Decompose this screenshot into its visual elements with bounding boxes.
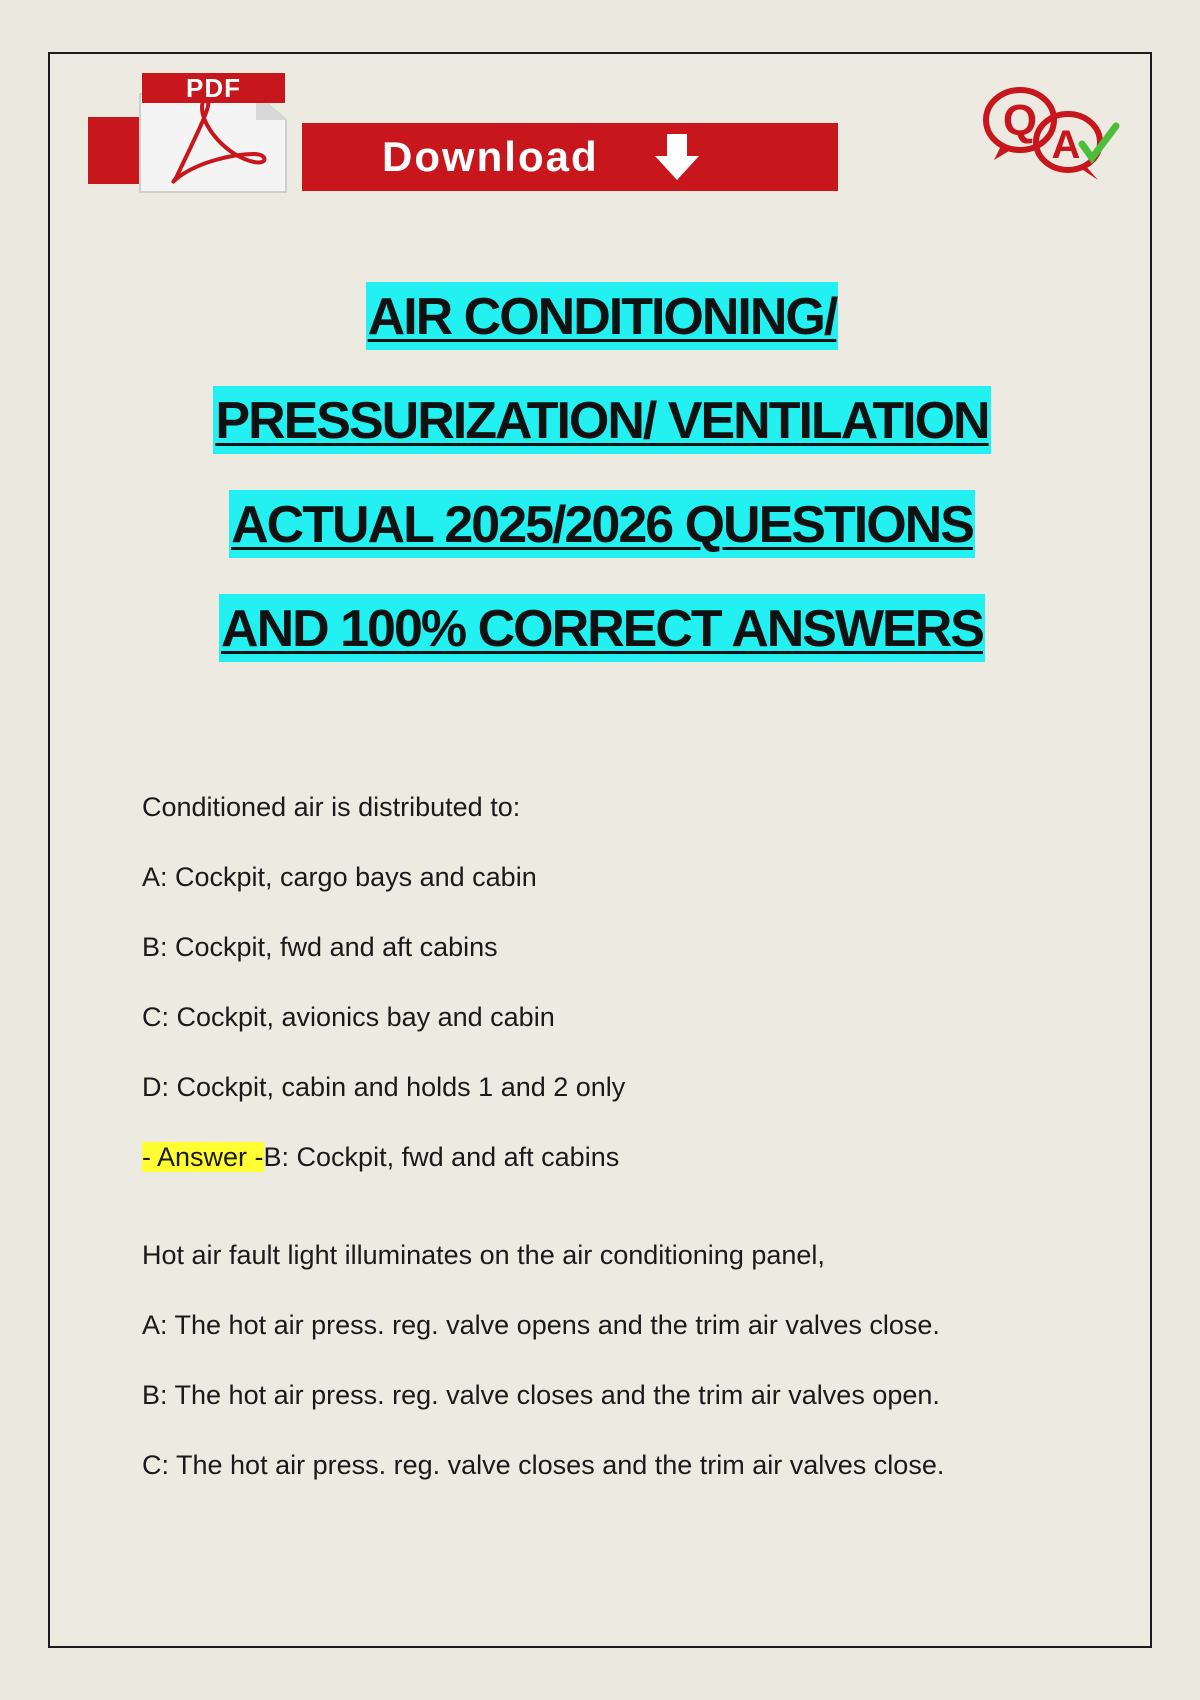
- question-block-1: [142, 790, 1102, 1210]
- pdf-download-banner[interactable]: [88, 66, 838, 196]
- question-text: Conditioned air is distributed to:: [142, 792, 521, 822]
- title-line-4: AND 100% CORRECT ANSWERS: [219, 594, 985, 662]
- download-arrow-icon: [651, 132, 703, 182]
- question-text: Hot air fault light illuminates on the air conditioning panel,: [142, 1240, 825, 1270]
- option-a: A: Cockpit, cargo bays and cabin: [142, 862, 537, 892]
- answer-label: - Answer -: [142, 1142, 264, 1172]
- option-c: C: The hot air press. reg. valve closes and the trim air valves close.: [142, 1450, 945, 1480]
- question-block-2: [142, 1238, 1102, 1518]
- option-b: B: The hot air press. reg. valve closes and the trim air valves open.: [142, 1380, 940, 1410]
- answer-line: [142, 1140, 1102, 1210]
- option-b: B: Cockpit, fwd and aft cabins: [142, 932, 498, 962]
- pdf-tag: PDF: [142, 73, 285, 103]
- qa-logo-icon: [980, 78, 1120, 188]
- document-page: [48, 52, 1152, 1648]
- title-line-1: AIR CONDITIONING/: [366, 282, 839, 350]
- banner-red-block: [88, 117, 140, 184]
- download-button[interactable]: [302, 123, 838, 191]
- download-label: Download: [382, 133, 599, 180]
- answer-text: B: Cockpit, fwd and aft cabins: [263, 1142, 620, 1172]
- qa-logo-q: Q: [1002, 96, 1038, 145]
- option-d: D: Cockpit, cabin and holds 1 and 2 only: [142, 1072, 626, 1102]
- qa-logo-a: A: [1051, 123, 1081, 167]
- document-title: [50, 282, 1154, 698]
- option-a: A: The hot air press. reg. valve opens and the trim air valves close.: [142, 1310, 940, 1340]
- pdf-file-icon: [136, 66, 296, 194]
- title-line-3: ACTUAL 2025/2026 QUESTIONS: [229, 490, 975, 558]
- option-c: C: Cockpit, avionics bay and cabin: [142, 1002, 555, 1032]
- title-line-2: PRESSURIZATION/ VENTILATION: [213, 386, 990, 454]
